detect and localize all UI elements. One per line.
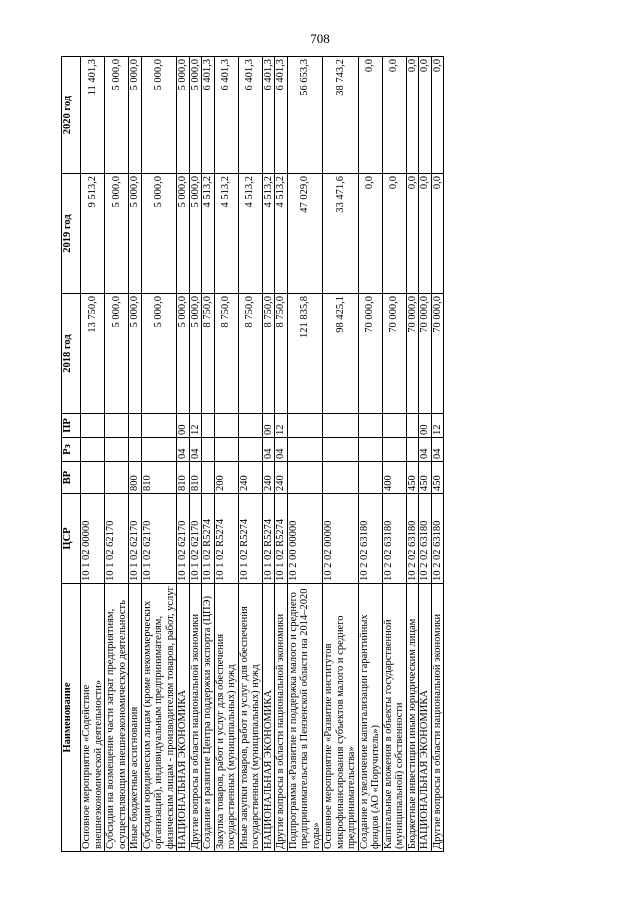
- cell-2018: 5 000,0: [141, 294, 177, 414]
- cell-2018: 70 000,0: [382, 294, 406, 414]
- table-row: [287, 57, 323, 852]
- cell-pr: 00: [262, 414, 275, 438]
- cell-vr: 450: [431, 462, 444, 494]
- cell-name: НАЦИОНАЛЬНАЯ ЭКОНОМИКА: [419, 584, 432, 852]
- cell-2018: 70 000,0: [358, 294, 382, 414]
- cell-name: Создание и развитие Центра поддержки экспорта (ЦПЭ): [202, 584, 215, 852]
- table-row: [275, 57, 288, 852]
- cell-csr: 10 1 02 62170: [129, 494, 142, 584]
- cell-pr: [358, 414, 382, 438]
- col-pr-header: ПР: [62, 414, 81, 438]
- table-body: [81, 57, 444, 852]
- cell-csr: 10 2 02 00000: [323, 494, 359, 584]
- table-row: [189, 57, 202, 852]
- col-2019-header: 2019 год: [62, 174, 81, 294]
- cell-vr: [358, 462, 382, 494]
- cell-2018: 8 750,0: [214, 294, 238, 414]
- cell-2020: 11 401,3: [81, 57, 105, 174]
- cell-rz: [382, 438, 406, 462]
- cell-2019: 0,0: [406, 174, 419, 294]
- cell-pr: [141, 414, 177, 438]
- table-row: [81, 57, 105, 852]
- cell-2020: 0,0: [419, 57, 432, 174]
- cell-2019: 4 513,2: [238, 174, 262, 294]
- table-row: [238, 57, 262, 852]
- cell-pr: 12: [189, 414, 202, 438]
- table-row: [202, 57, 215, 852]
- cell-name: НАЦИОНАЛЬНАЯ ЭКОНОМИКА: [177, 584, 190, 852]
- cell-rz: 04: [177, 438, 190, 462]
- cell-2020: 5 000,0: [141, 57, 177, 174]
- cell-vr: [202, 462, 215, 494]
- cell-name: НАЦИОНАЛЬНАЯ ЭКОНОМИКА: [262, 584, 275, 852]
- cell-2019: 4 513,2: [275, 174, 288, 294]
- cell-name: Иные бюджетные ассигнования: [129, 584, 142, 852]
- cell-2019: 9 513,2: [81, 174, 105, 294]
- cell-2018: 98 425,1: [323, 294, 359, 414]
- cell-vr: 240: [238, 462, 262, 494]
- cell-rz: [141, 438, 177, 462]
- cell-2018: 121 835,8: [287, 294, 323, 414]
- cell-2019: 0,0: [382, 174, 406, 294]
- cell-2020: 0,0: [382, 57, 406, 174]
- cell-2020: 6 401,3: [238, 57, 262, 174]
- budget-table: [61, 56, 444, 852]
- cell-name: Капитальные вложения в объекты государственной (муниципальной) собственности: [382, 584, 406, 852]
- cell-csr: 10 2 02 63180: [419, 494, 432, 584]
- cell-2018: 70 000,0: [431, 294, 444, 414]
- cell-2019: 4 513,2: [214, 174, 238, 294]
- cell-pr: [105, 414, 129, 438]
- cell-name: Бюджетные инвестиции иным юридическим лицам: [406, 584, 419, 852]
- table-row: [323, 57, 359, 852]
- cell-pr: [214, 414, 238, 438]
- cell-vr: 450: [406, 462, 419, 494]
- cell-pr: [129, 414, 142, 438]
- cell-pr: 00: [419, 414, 432, 438]
- table-row: [431, 57, 444, 852]
- cell-name: Основное мероприятие «Развитие институтов микрофинансирования субъектов малого и среднего предпринимательства»: [323, 584, 359, 852]
- cell-2020: 6 401,3: [262, 57, 275, 174]
- cell-vr: [105, 462, 129, 494]
- cell-csr: 10 1 02 R5274: [238, 494, 262, 584]
- cell-name: Другие вопросы в области национальной экономики: [275, 584, 288, 852]
- cell-rz: 04: [275, 438, 288, 462]
- cell-rz: [105, 438, 129, 462]
- cell-vr: 240: [262, 462, 275, 494]
- cell-csr: 10 1 02 00000: [81, 494, 105, 584]
- cell-pr: [323, 414, 359, 438]
- cell-2018: 13 750,0: [81, 294, 105, 414]
- cell-2018: 8 750,0: [202, 294, 215, 414]
- cell-pr: [238, 414, 262, 438]
- cell-2018: 70 000,0: [419, 294, 432, 414]
- cell-2019: 4 513,2: [202, 174, 215, 294]
- cell-csr: 10 1 02 62170: [105, 494, 129, 584]
- cell-2020: 6 401,3: [202, 57, 215, 174]
- cell-2020: 0,0: [431, 57, 444, 174]
- col-vr-header: ВР: [62, 462, 81, 494]
- cell-name: Субсидии на возмещение части затрат предприятиям, осуществляющим внешнеэкономическую деятельность: [105, 584, 129, 852]
- cell-rz: 04: [189, 438, 202, 462]
- cell-pr: [382, 414, 406, 438]
- cell-rz: [129, 438, 142, 462]
- cell-vr: 810: [177, 462, 190, 494]
- cell-2020: 5 000,0: [189, 57, 202, 174]
- cell-2018: 5 000,0: [105, 294, 129, 414]
- cell-name: Иные закупки товаров, работ и услуг для обеспечения государственных (муниципальных) нужд: [238, 584, 262, 852]
- cell-csr: 10 1 02 R5274: [262, 494, 275, 584]
- cell-vr: [81, 462, 105, 494]
- cell-2019: 5 000,0: [105, 174, 129, 294]
- table-row: [129, 57, 142, 852]
- rotated-table-container: [61, 57, 541, 852]
- cell-vr: 810: [141, 462, 177, 494]
- table-row: [358, 57, 382, 852]
- table-row: [177, 57, 190, 852]
- cell-2020: 38 743,2: [323, 57, 359, 174]
- col-2020-header: 2020 год: [62, 57, 81, 174]
- cell-csr: 10 1 02 62170: [177, 494, 190, 584]
- table-row: [382, 57, 406, 852]
- cell-2019: 0,0: [358, 174, 382, 294]
- cell-pr: 12: [431, 414, 444, 438]
- cell-rz: 04: [262, 438, 275, 462]
- cell-pr: 12: [275, 414, 288, 438]
- cell-vr: 450: [419, 462, 432, 494]
- cell-csr: 10 2 00 00000: [287, 494, 323, 584]
- cell-csr: 10 1 02 62170: [141, 494, 177, 584]
- cell-pr: [81, 414, 105, 438]
- cell-pr: 00: [177, 414, 190, 438]
- cell-rz: 04: [419, 438, 432, 462]
- cell-rz: [202, 438, 215, 462]
- cell-name: Подпрограмма «Развитие и поддержка малого и среднего предпринимательства в Пензенской области на 2014–2020 годы»: [287, 584, 323, 852]
- cell-2020: 0,0: [406, 57, 419, 174]
- cell-2020: 6 401,3: [214, 57, 238, 174]
- cell-2019: 47 029,0: [287, 174, 323, 294]
- cell-2018: 70 000,0: [406, 294, 419, 414]
- cell-2018: 8 750,0: [238, 294, 262, 414]
- col-2018-header: 2018 год: [62, 294, 81, 414]
- table-row: [419, 57, 432, 852]
- cell-2019: 5 000,0: [177, 174, 190, 294]
- cell-vr: [287, 462, 323, 494]
- cell-2020: 0,0: [358, 57, 382, 174]
- cell-2020: 6 401,3: [275, 57, 288, 174]
- cell-2019: 4 513,2: [262, 174, 275, 294]
- table-row: [105, 57, 129, 852]
- cell-2018: 8 750,0: [262, 294, 275, 414]
- cell-rz: 04: [431, 438, 444, 462]
- cell-name: Создание и увеличение капитализации гарантийных фондов (АО «Поручитель»): [358, 584, 382, 852]
- table-row: [214, 57, 238, 852]
- cell-rz: [406, 438, 419, 462]
- cell-name: Закупка товаров, работ и услуг для обеспечения государственных (муниципальных) нужд: [214, 584, 238, 852]
- cell-rz: [323, 438, 359, 462]
- cell-2020: 5 000,0: [177, 57, 190, 174]
- cell-2020: 5 000,0: [129, 57, 142, 174]
- cell-name: Основное мероприятие «Содействие внешнеэкономической деятельности»: [81, 584, 105, 852]
- cell-csr: 10 2 02 63180: [382, 494, 406, 584]
- cell-csr: 10 2 02 63180: [358, 494, 382, 584]
- cell-2019: 0,0: [431, 174, 444, 294]
- cell-vr: 800: [129, 462, 142, 494]
- cell-2019: 5 000,0: [189, 174, 202, 294]
- cell-vr: 200: [214, 462, 238, 494]
- cell-2020: 56 653,3: [287, 57, 323, 174]
- cell-2019: 5 000,0: [129, 174, 142, 294]
- cell-vr: 810: [189, 462, 202, 494]
- cell-2018: 5 000,0: [177, 294, 190, 414]
- cell-vr: 240: [275, 462, 288, 494]
- cell-2019: 5 000,0: [141, 174, 177, 294]
- cell-2018: 5 000,0: [189, 294, 202, 414]
- cell-rz: [358, 438, 382, 462]
- table-row: [141, 57, 177, 852]
- cell-2018: 8 750,0: [275, 294, 288, 414]
- cell-csr: 10 2 02 63180: [431, 494, 444, 584]
- cell-2018: 5 000,0: [129, 294, 142, 414]
- cell-pr: [406, 414, 419, 438]
- table-row: [406, 57, 419, 852]
- cell-csr: 10 1 02 R5274: [214, 494, 238, 584]
- cell-csr: 10 2 02 63180: [406, 494, 419, 584]
- cell-pr: [287, 414, 323, 438]
- cell-2020: 5 000,0: [105, 57, 129, 174]
- col-name-header: Наименование: [62, 584, 81, 852]
- col-rz-header: Рз: [62, 438, 81, 462]
- cell-rz: [214, 438, 238, 462]
- cell-name: Субсидии юридическим лицам (кроме некоммерческих организаций), индивидуальным предпринимателям, физическим лицам - производителям товаров, работ, услуг: [141, 584, 177, 852]
- cell-rz: [238, 438, 262, 462]
- cell-rz: [287, 438, 323, 462]
- header-row: [62, 57, 81, 852]
- cell-vr: 400: [382, 462, 406, 494]
- cell-csr: 10 1 02 62170: [189, 494, 202, 584]
- cell-2019: 0,0: [419, 174, 432, 294]
- page-number: 708: [310, 31, 330, 46]
- cell-name: Другие вопросы в области национальной экономики: [189, 584, 202, 852]
- cell-name: Другие вопросы в области национальной экономики: [431, 584, 444, 852]
- cell-pr: [202, 414, 215, 438]
- cell-rz: [81, 438, 105, 462]
- cell-2019: 33 471,6: [323, 174, 359, 294]
- col-csr-header: ЦСР: [62, 494, 81, 584]
- cell-csr: 10 1 02 R5274: [275, 494, 288, 584]
- cell-csr: 10 1 02 R5274: [202, 494, 215, 584]
- table-row: [262, 57, 275, 852]
- cell-vr: [323, 462, 359, 494]
